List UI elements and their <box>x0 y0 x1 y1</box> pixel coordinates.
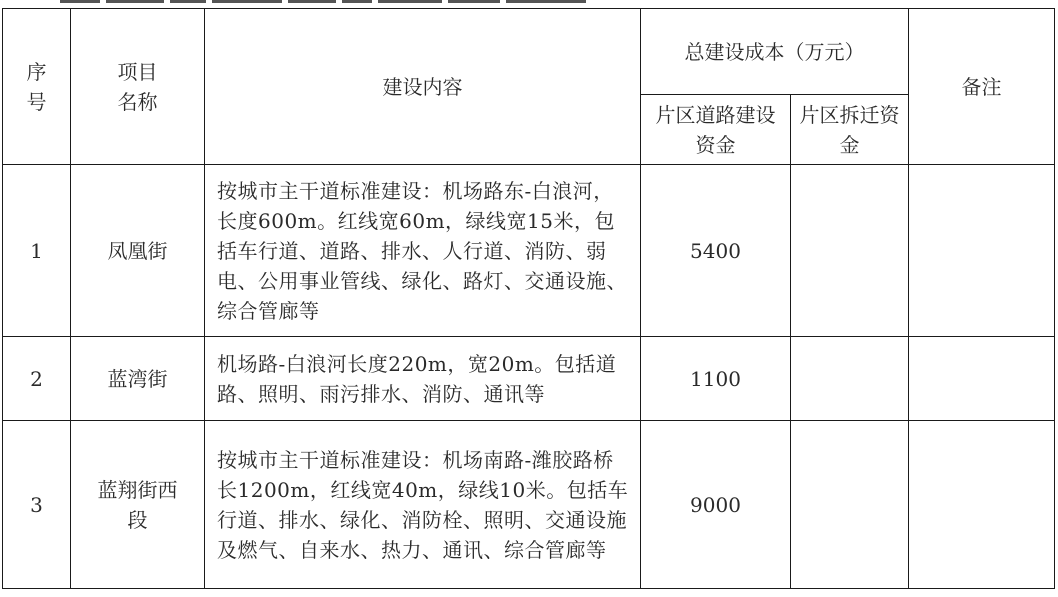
header-total-cost: 总建设成本（万元） <box>641 9 909 95</box>
row-road-funds: 9000 <box>641 421 791 589</box>
header-demolition-funds: 片区拆迁资金 <box>791 95 909 165</box>
cropped-text-line <box>60 0 600 4</box>
row-remarks <box>909 165 1055 337</box>
construction-cost-table <box>2 8 1055 589</box>
header-name: 项目名称 <box>71 9 205 165</box>
row-remarks <box>909 421 1055 589</box>
row-demolition-funds <box>791 165 909 337</box>
row-name: 蓝翔街西段 <box>71 421 205 589</box>
table-row <box>3 421 1055 589</box>
row-index: 1 <box>3 165 71 337</box>
header-row <box>3 9 1055 95</box>
row-demolition-funds <box>791 337 909 421</box>
table-row <box>3 165 1055 337</box>
row-demolition-funds <box>791 421 909 589</box>
row-index: 3 <box>3 421 71 589</box>
table-row <box>3 337 1055 421</box>
row-remarks <box>909 337 1055 421</box>
row-road-funds: 5400 <box>641 165 791 337</box>
header-road-funds: 片区道路建设资金 <box>641 95 791 165</box>
header-index: 序号 <box>3 9 71 165</box>
row-index: 2 <box>3 337 71 421</box>
row-road-funds: 1100 <box>641 337 791 421</box>
row-name: 蓝湾街 <box>71 337 205 421</box>
header-remarks: 备注 <box>909 9 1055 165</box>
row-content: 按城市主干道标准建设：机场路东-白浪河，长度600m。红线宽60m，绿线宽15米，包括车行道、道路、排水、人行道、消防、弱电、公用事业管线、绿化、路灯、交通设施、综合管廊等 <box>205 165 641 337</box>
row-content: 机场路-白浪河长度220m，宽20m。包括道路、照明、雨污排水、消防、通讯等 <box>205 337 641 421</box>
row-content: 按城市主干道标准建设：机场南路-潍胶路桥长1200m，红线宽40m，绿线10米。包括车行道、排水、绿化、消防栓、照明、交通设施及燃气、自来水、热力、通讯、综合管廊等 <box>205 421 641 589</box>
row-name: 凤凰街 <box>71 165 205 337</box>
header-content: 建设内容 <box>205 9 641 165</box>
